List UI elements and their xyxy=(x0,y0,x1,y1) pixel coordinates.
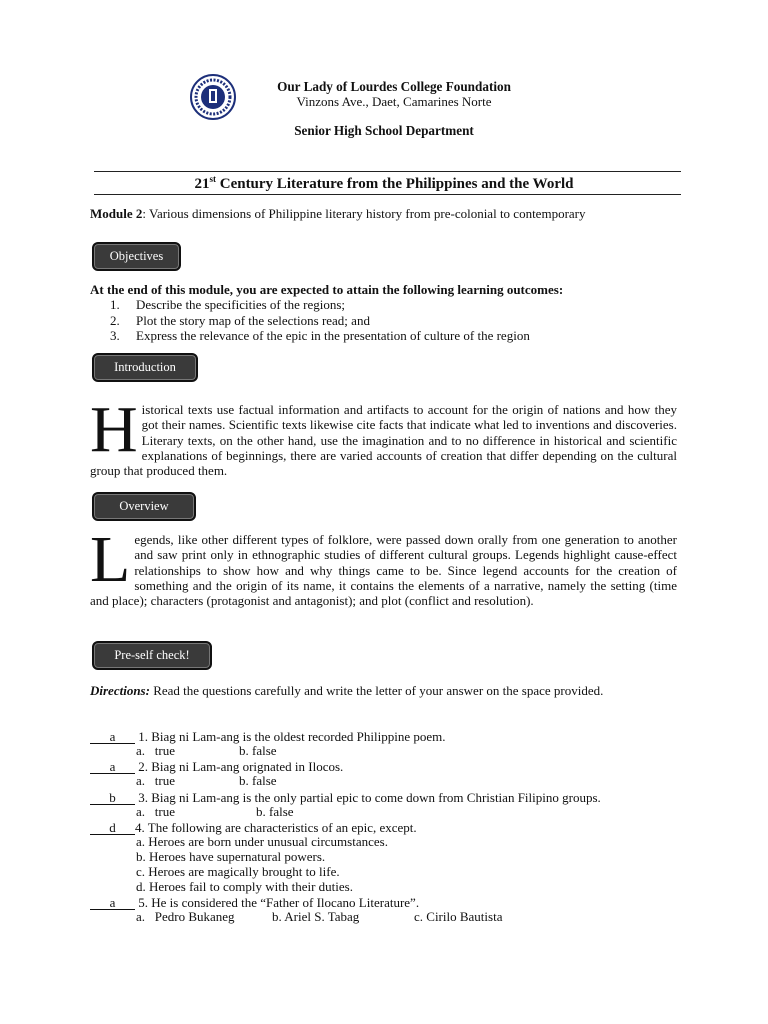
course-title: 21st Century Literature from the Philippines and the World xyxy=(194,174,574,192)
title-top-rule xyxy=(94,171,681,172)
directions-label: Directions: xyxy=(90,683,150,698)
introduction-paragraph: Historical texts use factual information and artifacts to account for the origin of nations and how they got their names. Scientific texts likewise cite facts that indicate what led to inventions and discoveries. Literary texts, on the other hand, use the imagination and to no difference in historical and scientific explanations of beginnings, there are varied accounts of creation that differ depending on the cultural group that produced them. xyxy=(90,393,677,479)
question-5: a 5. He is considered the “Father of Ilocano Literature”. xyxy=(90,895,419,910)
list-item: 1. Describe the specificities of the regions; xyxy=(110,297,346,312)
question-1: a 1. Biag ni Lam-ang is the oldest recorded Philippine poem. xyxy=(90,729,446,744)
college-name: Our Lady of Lourdes College Foundation xyxy=(277,79,511,94)
overview-paragraph: Legends, like other different types of folklore, were passed down orally from one generation to another and saw print only in ethnographic studies of different cultural groups. Legends highlight cause-effect relationships to show how and why things came to be. Since legend accounts for the creation of something and the origin of its name, it contains the elements of a narrative, namely the setting (time and place); characters (protagonist and antagonist); and plot (conflict and resolution). xyxy=(90,523,677,609)
option-4d: d. Heroes fail to comply with their duties. xyxy=(136,879,353,894)
option-4c: c. Heroes are magically brought to life. xyxy=(136,864,340,879)
options-5: a. Pedro Bukaneg b. Ariel S. Tabag c. Cirilo Bautista xyxy=(136,909,503,924)
objectives-lead: At the end of this module, you are expected to attain the following learning outcomes: xyxy=(90,282,564,297)
answer-blank[interactable]: a xyxy=(90,731,135,744)
objectives-list xyxy=(110,297,530,344)
options-3: a. true b. false xyxy=(136,804,294,819)
drop-cap: L xyxy=(90,523,131,596)
module-description: : Various dimensions of Philippine literary history from pre-colonial to contemporary xyxy=(142,206,586,221)
question-4: d 4. The following are characteristics of an epic, except. xyxy=(90,820,417,835)
answer-blank[interactable]: a xyxy=(90,897,135,910)
preself-check-heading: Pre-self check! xyxy=(92,641,212,670)
answer-blank[interactable]: b xyxy=(90,792,135,805)
options-2: a. true b. false xyxy=(136,773,277,788)
option-4b: b. Heroes have supernatural powers. xyxy=(136,849,326,864)
module-line xyxy=(90,206,586,222)
options-1: a. true b. false xyxy=(136,743,277,758)
department-name: Senior High School Department xyxy=(294,123,474,138)
question-2: a 2. Biag ni Lam-ang orignated in Ilocos. xyxy=(90,759,343,774)
answer-blank[interactable]: a xyxy=(90,761,135,774)
answer-blank[interactable]: d xyxy=(90,822,135,835)
question-3: b 3. Biag ni Lam-ang is the only partial epic to come down from Christian Filipino groups. xyxy=(90,790,601,805)
title-bottom-rule xyxy=(94,194,681,195)
option-4a: a. Heroes are born under unusual circumstances. xyxy=(136,834,388,849)
module-label: Module 2 xyxy=(90,206,143,221)
objectives-heading: Objectives xyxy=(92,242,181,271)
list-item: 3. Express the relevance of the epic in the presentation of culture of the region xyxy=(110,328,530,343)
directions: Directions: Read the questions carefully and write the letter of your answer on the space provided. xyxy=(90,683,604,698)
drop-cap: H xyxy=(90,393,138,466)
list-item: 2. Plot the story map of the selections read; and xyxy=(110,312,370,328)
introduction-heading: Introduction xyxy=(92,353,198,382)
overview-heading: Overview xyxy=(92,492,196,521)
college-address: Vinzons Ave., Daet, Camarines Norte xyxy=(296,94,492,109)
